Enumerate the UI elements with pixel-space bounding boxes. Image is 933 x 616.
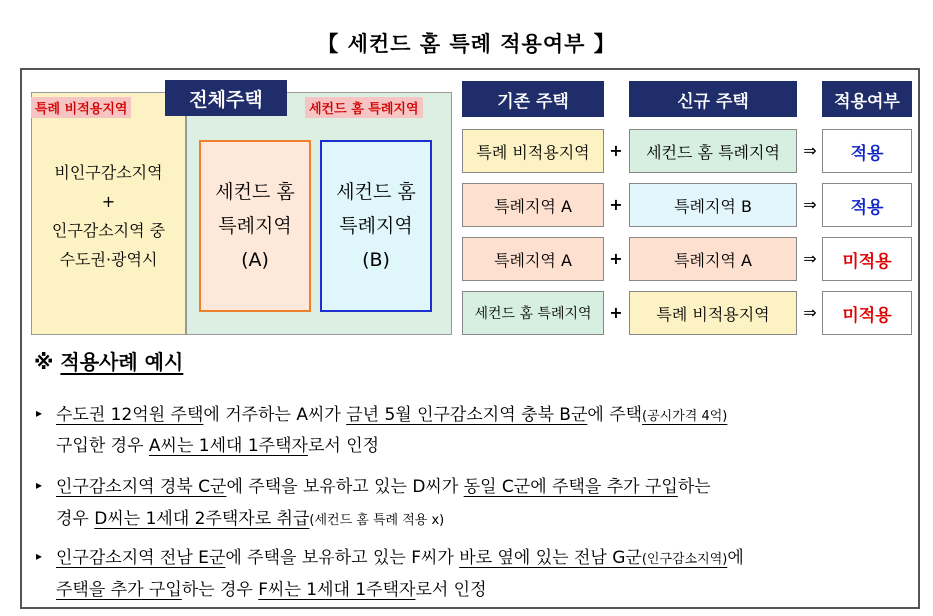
content-frame: [20, 68, 920, 609]
case3-text: 하는 경우: [181, 580, 259, 600]
case3-text: F씨는 1세대 1주택자: [258, 580, 416, 600]
row1-new: 세컨드 홈 특례지역: [629, 129, 797, 173]
plus-sign: +: [609, 249, 623, 268]
case3-text: 에: [727, 548, 744, 568]
desc-line: 수도권·광역시: [59, 250, 158, 269]
case1-text: 에 거주하는 A씨가: [203, 405, 347, 425]
case1-text: 구입한 경우: [56, 436, 149, 456]
case1-text: 수도권 12억원 주택: [56, 405, 204, 425]
plus-sign: +: [609, 195, 623, 214]
case3-text: (인구감소지역): [641, 552, 728, 567]
case2-text: D씨는 1세대 2주택자로 취급: [94, 509, 310, 529]
row1-result: 적용: [822, 129, 912, 173]
tag-non-special: 특례 비적용지역: [31, 97, 131, 118]
arrow-icon: ⇒: [803, 303, 817, 322]
case1-line1: [56, 400, 727, 425]
row2-existing: 특례지역 A: [462, 183, 604, 227]
case2-line1: [56, 472, 711, 497]
special-area-b: [320, 140, 432, 312]
case2-text: (세컨드 홈 특례 적용 x): [309, 513, 445, 528]
area-a-line: 특례지역: [218, 215, 292, 237]
case3-text: 인구감소지역 전남 E군: [56, 548, 226, 568]
row2-result: 적용: [822, 183, 912, 227]
case3-text: 바로 옆에 있는 전남 G군: [459, 548, 642, 568]
desc-line: 인구감소지역 중: [51, 221, 166, 240]
bullet-icon: ▸: [36, 549, 43, 563]
case3-text: 로서 인정: [415, 580, 487, 600]
bullet-icon: ▸: [36, 406, 43, 420]
header-new: 신규 주택: [629, 81, 797, 117]
row4-new: 특례 비적용지역: [629, 291, 797, 335]
plus-sign: +: [609, 303, 623, 322]
case3-text: 주택을 추가 구입: [56, 580, 182, 600]
examples-heading: [34, 346, 183, 375]
header-result: 적용여부: [822, 81, 912, 117]
row1-existing: 특례 비적용지역: [462, 129, 604, 173]
area-a-line: 세컨드 홈: [215, 181, 295, 203]
case1-text: 에 주택: [587, 405, 643, 425]
row3-new: 특례지역 A: [629, 237, 797, 281]
area-a-line: (A): [241, 249, 269, 271]
row3-existing: 특례지역 A: [462, 237, 604, 281]
desc-line: 비인구감소지역: [54, 163, 163, 182]
case3-line2: [56, 575, 487, 600]
row2-new: 특례지역 B: [629, 183, 797, 227]
case3-text: 에 주택을 보유하고 있는 F씨가: [225, 548, 460, 568]
case2-text: 동일 C군에 주택을 추가 구입: [463, 477, 678, 497]
row3-result: 미적용: [822, 237, 912, 281]
case1-text: 금년 5월 인구감소지역 충북 B군: [346, 405, 588, 425]
note-mark: ※: [34, 350, 54, 374]
case1-line2: [56, 431, 379, 456]
case1-text: A씨는 1세대 1주택자: [148, 436, 308, 456]
case2-text: 에 주택을 보유하고 있는 D씨가: [226, 477, 464, 497]
special-area-a: [199, 140, 311, 312]
case2-line2: [56, 504, 444, 529]
tag-special: 세컨드 홈 특례지역: [305, 97, 423, 118]
arrow-icon: ⇒: [803, 249, 817, 268]
case1-text: (공시가격 4억): [642, 409, 728, 424]
area-b-line: (B): [362, 249, 390, 271]
case3-line1: [56, 543, 744, 568]
area-b-line: 세컨드 홈: [336, 181, 416, 203]
whole-housing-label: 전체주택: [165, 80, 287, 116]
case1-text: 로서 인정: [307, 436, 380, 456]
header-existing: 기존 주택: [462, 81, 604, 117]
bullet-icon: ▸: [36, 478, 43, 492]
plus-sign: +: [609, 141, 623, 160]
arrow-icon: ⇒: [803, 195, 817, 214]
row4-result: 미적용: [822, 291, 912, 335]
row4-existing: 세컨드 홈 특례지역: [462, 291, 604, 335]
non-special-area-description: [31, 158, 186, 274]
case2-text: 경우: [56, 509, 95, 529]
examples-heading-text: 적용사례 예시: [60, 350, 184, 374]
case2-text: 인구감소지역 경북 C군: [56, 477, 227, 497]
page-title: 【 세컨드 홈 특례 적용여부 】: [317, 32, 616, 56]
case2-text: 하는: [677, 477, 711, 497]
desc-line: +: [101, 192, 116, 211]
area-b-line: 특례지역: [339, 215, 413, 237]
arrow-icon: ⇒: [803, 141, 817, 160]
